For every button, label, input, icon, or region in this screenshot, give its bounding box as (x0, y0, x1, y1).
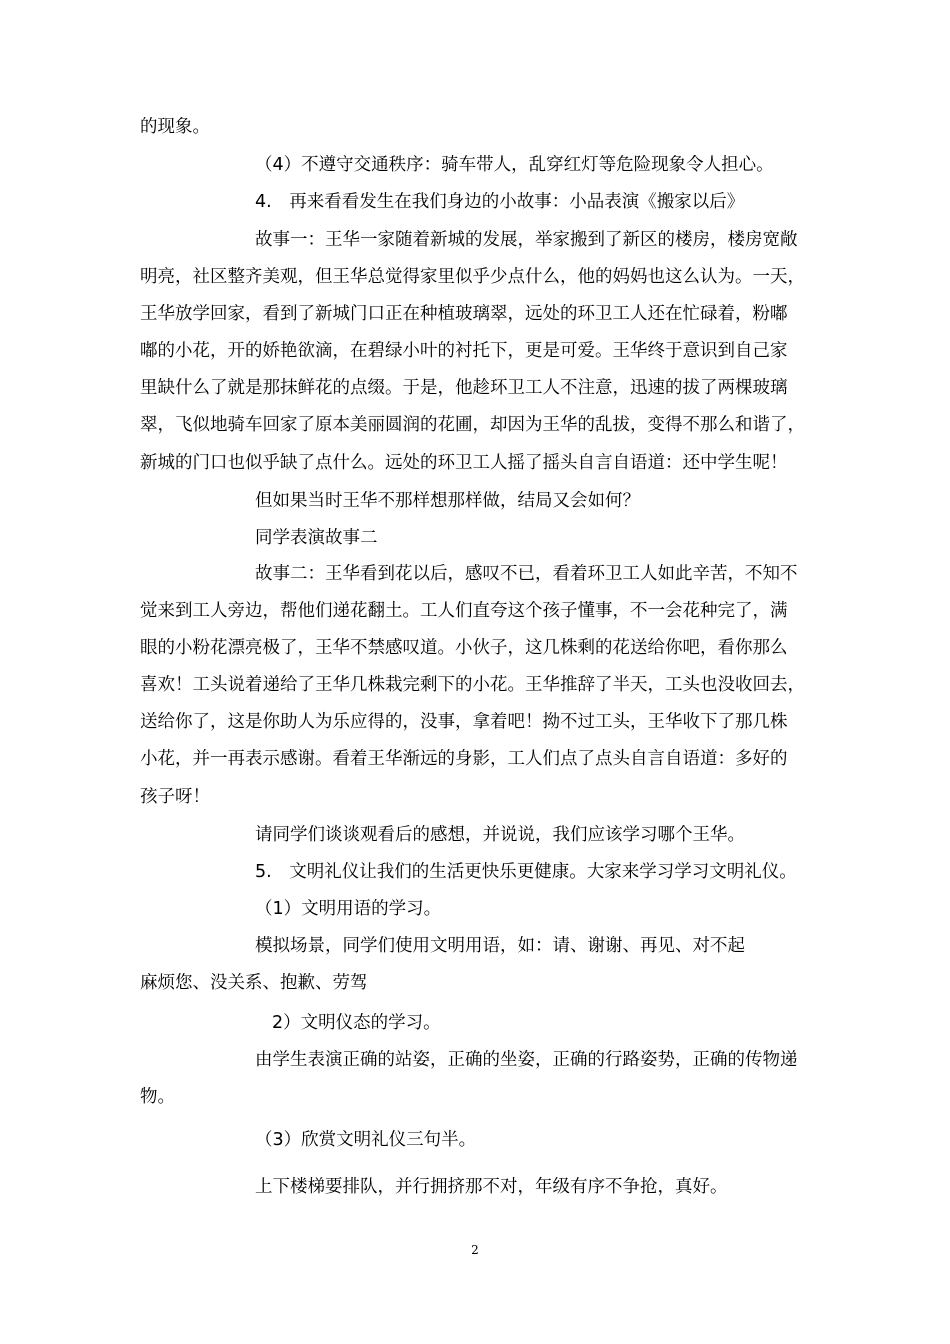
text-line: 小花，并一再表示感谢。看着王华渐远的身影，工人们点了点头自言自语道：多好的 (140, 749, 788, 769)
text-line: 物。 (140, 1087, 175, 1107)
text-line: 里缺什么了就是那抹鲜花的点缀。于是，他趁环卫工人不注意，迅速的拔了两棵玻璃 (140, 378, 788, 398)
text-line: 明亮，社区整齐美观，但王华总觉得家里似乎少点什么，他的妈妈也这么认为。一天， (140, 267, 805, 287)
text-line: 由学生表演正确的站姿，正确的坐姿，正确的行路姿势，正确的传物递 (255, 1050, 798, 1070)
text-line: 故事二：王华看到花以后，感叹不已，看着环卫工人如此辛苦，不知不 (255, 564, 798, 584)
text-line: 2）文明仪态的学习。 (272, 1013, 441, 1033)
text-line: 模拟场景，同学们使用文明用语，如：请、谢谢、再见、对不起 (255, 936, 745, 956)
text-line: 翠，飞似地骑车回家了原本美丽圆润的花圃，却因为王华的乱拔，变得不那么和谐了， (140, 415, 805, 435)
text-line: 的现象。 (140, 117, 210, 137)
text-line: 觉来到工人旁边，帮他们递花翻土。工人们直夸这个孩子懂事，不一会花种完了，满 (140, 601, 788, 621)
text-line: 嘟的小花，开的娇艳欲滴，在碧绿小叶的衬托下，更是可爱。王华终于意识到自己家 (140, 341, 788, 361)
text-line: 请同学们谈谈观看后的感想，并说说，我们应该学习哪个王华。 (255, 825, 745, 845)
text-line: 上下楼梯要排队，并行拥挤那不对，年级有序不争抢，真好。 (255, 1177, 728, 1197)
text-line: 同学表演故事二 (255, 528, 378, 548)
text-line: 王华放学回家，看到了新城门口正在种植玻璃翠，远处的环卫工人还在忙碌着，粉嘟 (140, 304, 788, 324)
text-line: 故事一：王华一家随着新城的发展，举家搬到了新区的楼房，楼房宽敞 (255, 230, 798, 250)
text-line: 5. 文明礼仪让我们的生活更快乐更健康。大家来学习学习文明礼仪。 (255, 862, 797, 882)
text-line: （4）不遵守交通秩序：骑车带人，乱穿红灯等危险现象令人担心。 (255, 155, 774, 175)
text-line: 孩子呀！ (140, 787, 210, 807)
text-line: 喜欢！工头说着递给了王华几株栽完剩下的小花。王华推辞了半天，工头也没收回去， (140, 675, 805, 695)
text-line: 新城的门口也似乎缺了点什么。远处的环卫工人摇了摇头自言自语道：还中学生呢！ (140, 453, 788, 473)
text-line: （1）文明用语的学习。 (255, 899, 442, 919)
text-line: 眼的小粉花漂亮极了，王华不禁感叹道。小伙子，这几株剩的花送给你吧，看你那么 (140, 638, 788, 658)
page-number: 2 (471, 1243, 479, 1257)
text-line: 4. 再来看看发生在我们身边的小故事：小品表演《搬家以后》 (255, 192, 745, 212)
text-line: 麻烦您、没关系、抱歉、劳驾 (140, 973, 368, 993)
text-line: （3）欣赏文明礼仪三句半。 (255, 1130, 477, 1150)
text-line: 送给你了，这是你助人为乐应得的，没事，拿着吧！拗不过工头，王华收下了那几株 (140, 712, 788, 732)
text-line: 但如果当时王华不那样想那样做，结局又会如何？ (255, 491, 640, 511)
